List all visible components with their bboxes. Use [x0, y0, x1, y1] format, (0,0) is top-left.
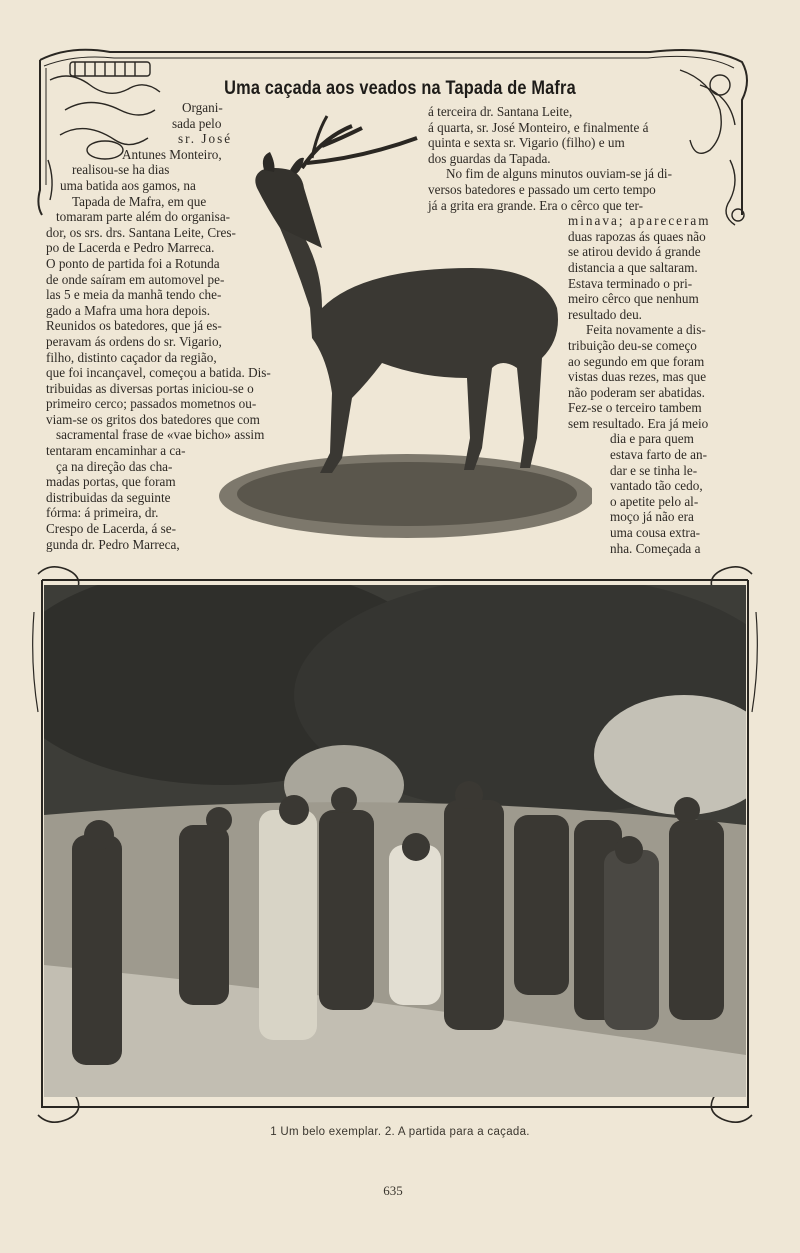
article-left-column: [46, 100, 376, 552]
text-line: po de Lacerda e Pedro Marreca.: [46, 240, 215, 256]
text-line: dar e se tinha le-: [610, 462, 698, 478]
text-line: Crespo de Lacerda, á se-: [46, 521, 176, 537]
text-line: sr. José: [178, 131, 233, 147]
text-line: tribuidas as diversas portas iniciou-se o: [46, 380, 254, 396]
text-line: gado a Mafra uma hora depois.: [46, 302, 211, 318]
text-line: tentaram encaminhar a ca-: [46, 443, 186, 459]
text-line: viam-se os gritos dos batedores que com: [46, 411, 260, 427]
text-line: Feita novamente a dis-: [586, 322, 706, 338]
text-line: nha. Começada a: [610, 540, 701, 556]
text-line: dor, os srs. drs. Santana Leite, Cres-: [46, 224, 236, 240]
text-line: No fim de alguns minutos ouviam-se já di-: [446, 166, 672, 182]
text-line: ça na direção das cha-: [56, 458, 173, 474]
text-line: O ponto de partida foi a Rotunda: [46, 255, 220, 271]
text-line: filho, distinto caçador da região,: [46, 349, 217, 365]
text-line: sada pelo: [172, 115, 222, 131]
text-line: uma batida aos gamos, na: [60, 177, 196, 193]
text-line: distribuidas da seguinte: [46, 489, 171, 505]
text-line: duas rapozas ás quaes não: [568, 228, 706, 244]
text-line: vistas duas rezes, mas que: [568, 369, 707, 385]
text-line: distancia a que saltaram.: [568, 259, 698, 275]
text-line: não poderam ser abatidas.: [568, 384, 705, 400]
text-line: de onde saíram em automovel pe-: [46, 271, 225, 287]
text-line: tomaram parte além do organisa-: [56, 209, 231, 225]
article-title: Uma caçada aos veados na Tapada de Mafra: [224, 78, 576, 99]
text-line: se atirou devido á grande: [568, 244, 701, 260]
text-line: estava farto de an-: [610, 447, 708, 463]
text-line: á quarta, sr. José Monteiro, e finalmente á: [428, 119, 649, 135]
text-line: peravam ás ordens do sr. Vigario,: [46, 333, 222, 349]
text-line: vantado tão cedo,: [610, 478, 703, 494]
hunting-party-photo: [44, 585, 746, 1097]
page-number: 635: [383, 1183, 403, 1198]
text-line: o apetite pelo al-: [610, 493, 699, 509]
text-line: meiro cêrco que nenhum: [568, 291, 699, 307]
text-line: madas portas, que foram: [46, 474, 176, 490]
text-line: moço já não era: [610, 509, 694, 525]
text-line: fórma: á primeira, dr.: [46, 505, 159, 521]
text-line: dos guardas da Tapada.: [428, 150, 551, 166]
text-line: já a grita era grande. Era o cêrco que ter-: [428, 197, 643, 213]
text-line: sacramental frase de «vae bicho» assim: [56, 427, 265, 443]
text-line: primeiro cerco; passados mometnos ou-: [46, 396, 257, 412]
text-line: que foi incançavel, começou a batida. Dis-: [46, 365, 271, 381]
text-line: á terceira dr. Santana Leite,: [428, 104, 573, 119]
text-line: realisou-se ha dias: [72, 162, 170, 178]
text-line: resultado deu.: [568, 306, 642, 322]
text-line: dia e para quem: [610, 431, 694, 447]
text-line: Estava terminado o pri-: [568, 275, 693, 291]
text-line: versos batedores e passado um certo tempo: [428, 181, 656, 197]
text-line: Reunidos os batedores, que já es-: [46, 318, 222, 334]
text-line: minava; apareceram: [568, 213, 711, 229]
text-line: Fez-se o terceiro tambem: [568, 400, 702, 416]
text-line: Tapada de Mafra, em que: [72, 193, 207, 209]
text-line: Antunes Monteiro,: [122, 146, 222, 162]
text-line: uma cousa extra-: [610, 525, 701, 541]
photo-caption: 1 Um belo exemplar. 2. A partida para a caçada.: [270, 1126, 530, 1138]
text-line: ao segundo em que foram: [568, 353, 705, 369]
text-line: tribuição deu-se começo: [568, 337, 697, 353]
text-line: Organi-: [182, 100, 223, 115]
text-line: gunda dr. Pedro Marreca,: [46, 536, 180, 552]
article-right-column: [428, 104, 736, 556]
text-line: las 5 e meia da manhã tendo che-: [46, 287, 222, 303]
text-line: quinta e sexta sr. Vigario (filho) e um: [428, 135, 625, 151]
text-line: sem resultado. Era já meio: [568, 415, 709, 431]
